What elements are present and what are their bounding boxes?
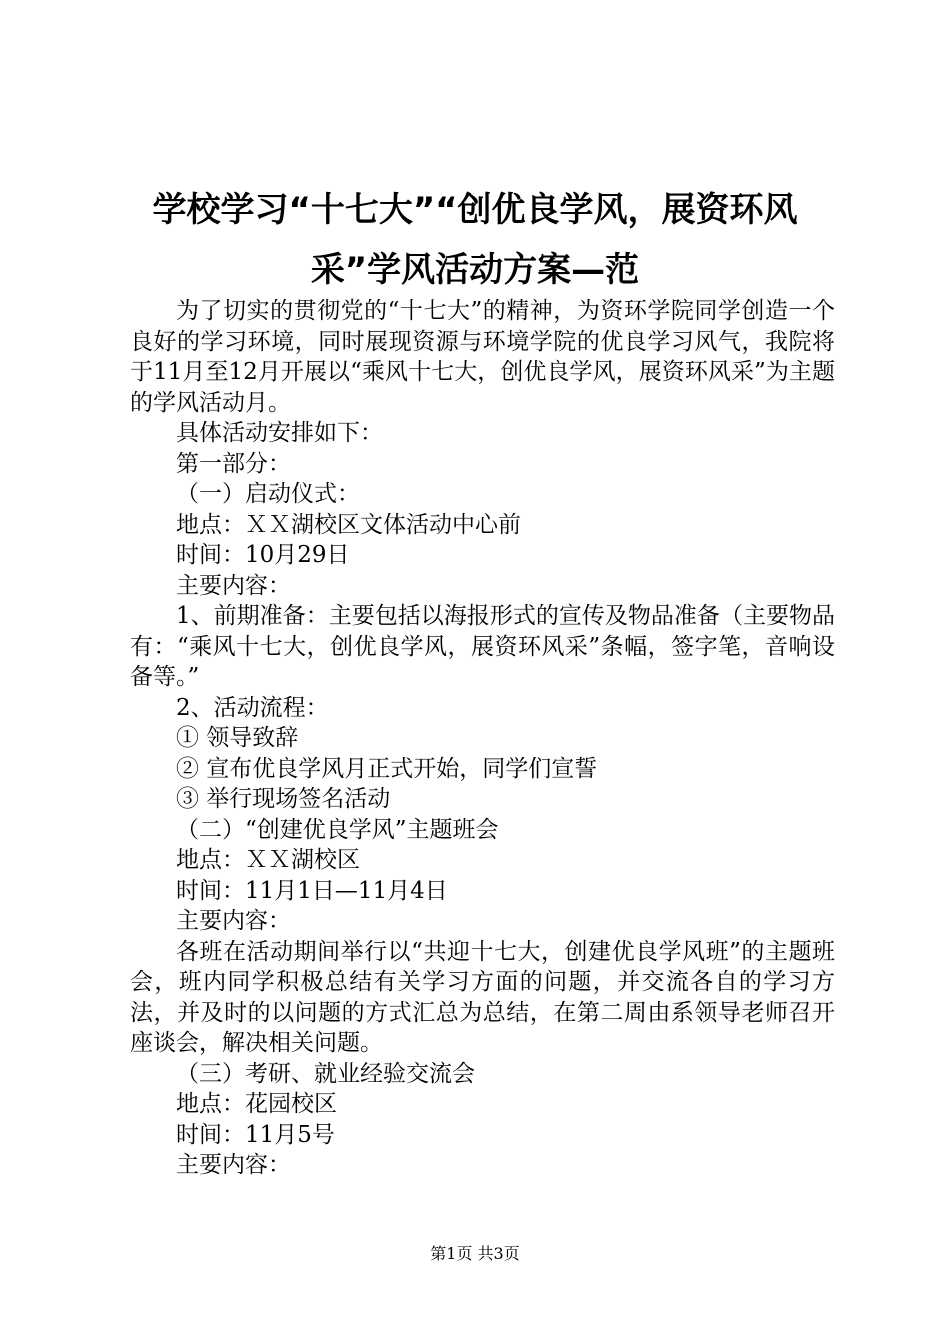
section-2-location: 地点：ＸＸ湖校区: [176, 847, 360, 873]
section-1-step-3: ③ 举行现场签名活动: [176, 786, 391, 812]
section-3-time: 时间：11月5号: [176, 1121, 335, 1148]
section-2-time: 时间：11月1日—11月4日: [176, 877, 448, 904]
section-3-location: 地点：花园校区: [176, 1091, 337, 1117]
section-1-time: 时间：10月29日: [176, 542, 350, 568]
section-2-content: 各班在活动期间举行以“共迎十七大，创建优良学风班”的主题班会，班内同学积极总结有关学习方面的问题，并交流各自的学习方法，并及时的以问题的方式汇总为总结，在第二周由系领导老师召开座谈会，解决相关问题。: [130, 938, 835, 1056]
section-1-heading: （一）启动仪式：: [176, 481, 360, 507]
document-title: [120, 180, 830, 300]
part-one-heading: 第一部分：: [176, 450, 291, 477]
section-3-content-label: 主要内容：: [176, 1152, 291, 1178]
section-1-location: 地点：ＸＸ湖校区文体活动中心前: [176, 511, 521, 538]
section-2-heading: （二）“创建优良学风”主题班会: [176, 816, 499, 843]
title-line-1: 学校学习“十七大”“创优良学风，展资环风: [152, 190, 798, 230]
document-body: [130, 296, 835, 1181]
section-1-content-label: 主要内容：: [176, 572, 291, 599]
section-3-heading: （三）考研、就业经验交流会: [176, 1060, 475, 1087]
section-1-prep: 1、前期准备：主要包括以海报形式的宣传及物品准备（主要物品有：“乘风十七大，创优良学风，展资环风采”条幅，签字笔，音响设备等。”: [130, 603, 835, 690]
section-1-step-1: ① 领导致辞: [176, 725, 299, 751]
section-1-step-2: ② 宣布优良学风月正式开始，同学们宣誓: [176, 755, 598, 782]
arrangement-line: 具体活动安排如下：: [176, 420, 383, 446]
page-footer: 第1页 共3页: [430, 1244, 520, 1263]
title-line-2: 采”学风活动方案—范: [310, 250, 640, 290]
section-1-flow-label: 2、活动流程：: [176, 694, 329, 721]
intro-paragraph: 为了切实的贯彻党的“十七大”的精神，为资环学院同学创造一个良好的学习环境，同时展现资源与环境学院的优良学习风气，我院将于11月至12月开展以“乘风十七大，创优良学风，展资环风采”为主题的学风活动月。: [130, 298, 835, 416]
section-2-content-label: 主要内容：: [176, 908, 291, 934]
